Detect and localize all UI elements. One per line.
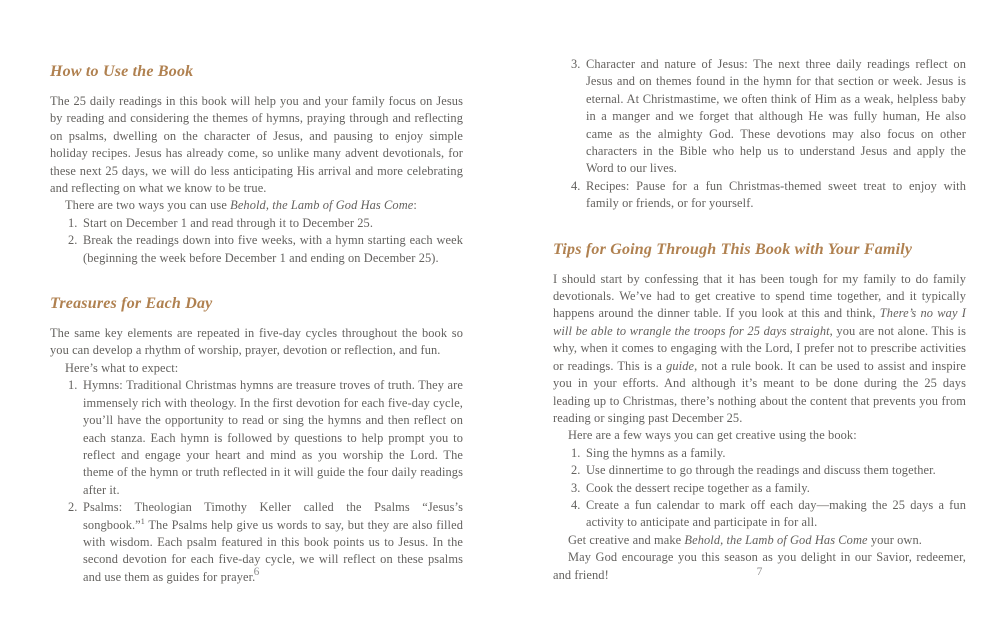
- list-item: [68, 232, 463, 267]
- text-run: Here are a few ways you can get creative using the book:: [568, 428, 857, 443]
- paragraph: [50, 197, 463, 214]
- text-run: Cook the dessert recipe together as a family.: [586, 480, 810, 495]
- list-item: [571, 497, 966, 532]
- section-heading: Tips for Going Through This Book with Your Family: [553, 240, 913, 258]
- text-run: Break the readings down into five weeks, with a hymn starting each week (beginning the week before December 1 and ending on December 25).: [83, 233, 463, 265]
- text-run: I should start by confessing that it has been tough for my family to do family devotionals. We’ve had to get creative to spend time together, and it typically happens around the dinner table. If you look at this and think,: [553, 271, 966, 321]
- numbered-list: [553, 445, 966, 532]
- text-run: The 25 daily readings in this book will help you and your family focus on Jesus by reading and considering the themes of hymns, praying through and reflecting on psalms, dwelling on the character of Jesus, and pausing to enjoy simple holiday recipes. Jesus has already come, so unlike many advent devotionals, for these next 25 days, we will do less anticipating His arrival and more celebrating and reflecting on what we know to be true.: [50, 94, 463, 196]
- paragraph: [553, 532, 966, 549]
- text-run: The Psalms help give us words to say, but they are also filled with wisdom. Each psalm featured in this book points us to Jesus. In the second devotion for each five-day cycle, we will reflect on these psalms and use them as guides for prayer.: [83, 517, 463, 584]
- text-run: Use dinnertime to go through the readings and discuss them together.: [586, 463, 936, 478]
- list-item: [571, 445, 966, 462]
- list-item-number: 2.: [571, 463, 581, 478]
- italic-text-run: Behold, the Lamb of God Has Come: [230, 198, 414, 213]
- text-run: Psalms: Theologian Timothy Keller called the Psalms “Jesus’s songbook.”: [83, 500, 463, 532]
- text-run: Recipes: Pause for a fun Christmas-themed sweet treat to enjoy with family or friends, or for yourself.: [586, 178, 966, 211]
- numbered-list: [50, 377, 463, 586]
- list-item: [68, 215, 463, 232]
- text-run: :: [413, 198, 417, 213]
- paragraph: [50, 93, 463, 197]
- paragraph: [50, 325, 463, 360]
- section-heading: How to Use the Book: [50, 63, 194, 80]
- paragraph: [553, 427, 966, 444]
- section-heading: Treasures for Each Day: [50, 295, 213, 313]
- text-run: , not a rule book. It can be used to assist and inspire you in your efforts. And although it’s meant to be done during the 25 days leading up to Christmas, there’s nothing about the content that prevents you from reading or singing past December 25.: [553, 358, 966, 425]
- list-item-number: 1.: [68, 215, 78, 230]
- text-run: Start on December 1 and read through it to December 25.: [83, 215, 374, 230]
- list-item-number: 3.: [571, 480, 581, 495]
- list-item: [68, 377, 463, 499]
- list-item-number: 2.: [68, 500, 78, 515]
- italic-text-run: guide: [666, 358, 695, 373]
- list-item-number: 1.: [571, 445, 581, 460]
- list-item-number: 4.: [571, 497, 581, 512]
- text-run: The same key elements are repeated in five-day cycles throughout the book so you can develop a rhythm of worship, prayer, devotion or reflection, and fun.: [50, 326, 463, 358]
- list-item-number: 1.: [68, 378, 78, 393]
- text-run: Character and nature of Jesus: The next three daily readings reflect on Jesus and on themes found in the hymn for that section or week. Jesus is eternal. At Christmastime, we often think of Him as a weak, helpless baby in a manger and we forget that although He was fully human, He also came as the almighty God. These devotions may also focus on other characters in the Bible who help us to understand Jesus and apply the Word to our lives.: [586, 57, 966, 176]
- page-right-text-column: [553, 0, 966, 584]
- list-item: [571, 56, 966, 178]
- text-run: Sing the hymns as a family.: [586, 445, 726, 460]
- italic-text-run: Behold, the Lamb of God Has Come: [684, 532, 868, 547]
- page-left-text-column: [50, 0, 463, 586]
- text-run: Create a fun calendar to mark off each day—making the 25 days a fun activity to anticipate and participate in for all.: [586, 497, 966, 530]
- numbered-list: [50, 215, 463, 267]
- page-number-left: 6: [253, 566, 260, 578]
- list-item: [571, 480, 966, 497]
- list-item-number: 3.: [571, 57, 581, 71]
- text-run: , you are not alone. This is why, when it comes to engaging with the Lord, I prefer not to prescribe activities or readings. This is a: [553, 323, 966, 373]
- text-run: There are two ways you can use: [65, 198, 231, 213]
- list-item: [571, 462, 966, 479]
- text-run: May God encourage you this season as you delight in our Savior, redeemer, and friend!: [553, 550, 966, 582]
- paragraph: [50, 360, 463, 377]
- list-item-number: 4.: [571, 178, 581, 193]
- numbered-list: [553, 56, 966, 213]
- footnote-marker: 1: [140, 516, 145, 526]
- paragraph: [553, 271, 966, 428]
- text-run: Here’s what to expect:: [65, 360, 179, 375]
- text-run: Get creative and make: [568, 532, 685, 547]
- text-run: Hymns: Traditional Christmas hymns are treasure troves of truth. They are immensely rich with theology. In the first devotion for each five-day cycle, you’ll have the opportunity to read or sing the hymns and then reflect on each stanza. Each hymn is followed by questions to help prompt you to reflect and engage your heart and mind as you worship the Lord. The theme of the hymn or truth reflected in it will guide the four daily readings after it.: [83, 378, 463, 497]
- italic-text-run: There’s no way I will be able to wrangle the troops for 25 days straight: [553, 306, 966, 338]
- text-run: your own.: [867, 532, 922, 547]
- list-item: [571, 178, 966, 213]
- list-item-number: 2.: [68, 233, 78, 248]
- page-number-right: 7: [756, 566, 763, 578]
